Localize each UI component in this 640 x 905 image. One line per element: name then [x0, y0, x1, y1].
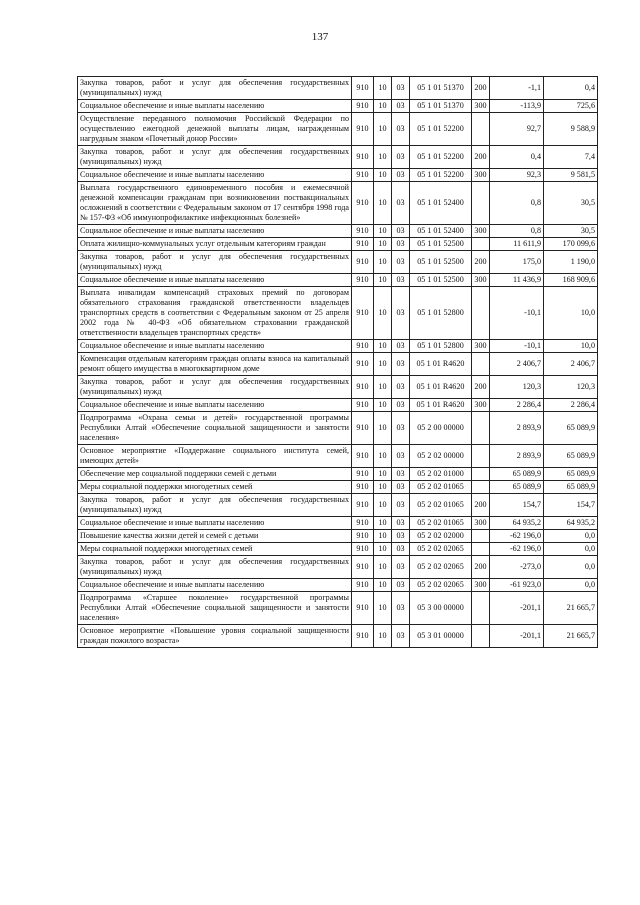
row-description: Закупка товаров, работ и услуг для обеспечения государственных (муниципальных) нужд — [78, 251, 352, 274]
row-ministry-code: 910 — [352, 592, 374, 625]
row-amount-change: -10,1 — [490, 287, 544, 340]
row-amount-change: -1,1 — [490, 77, 544, 100]
row-ministry-code: 910 — [352, 556, 374, 579]
row-description: Закупка товаров, работ и услуг для обеспечения государственных (муниципальных) нужд — [78, 376, 352, 399]
row-description: Осуществление переданного полномочия Российской Федерации по осуществлению ежегодной денежной выплаты лицам, награжденным нагрудным знаком «Почетный донор России» — [78, 113, 352, 146]
row-ministry-code: 910 — [352, 100, 374, 113]
row-amount-change: 2 893,9 — [490, 412, 544, 445]
row-expense-type: 300 — [472, 100, 490, 113]
row-description: Повышение качества жизни детей и семей с детьми — [78, 530, 352, 543]
row-section-code: 10 — [374, 543, 392, 556]
row-section-code: 10 — [374, 556, 392, 579]
row-ministry-code: 910 — [352, 579, 374, 592]
row-ministry-code: 910 — [352, 412, 374, 445]
row-subsection-code: 03 — [392, 274, 410, 287]
row-ministry-code: 910 — [352, 238, 374, 251]
row-section-code: 10 — [374, 530, 392, 543]
row-target-code: 05 2 02 02065 — [410, 579, 472, 592]
row-ministry-code: 910 — [352, 353, 374, 376]
row-description: Закупка товаров, работ и услуг для обеспечения государственных (муниципальных) нужд — [78, 556, 352, 579]
row-description: Закупка товаров, работ и услуг для обеспечения государственных (муниципальных) нужд — [78, 494, 352, 517]
row-target-code: 05 1 01 51370 — [410, 77, 472, 100]
row-amount-total: 64 935,2 — [544, 517, 598, 530]
table-row — [78, 238, 598, 251]
row-subsection-code: 03 — [392, 579, 410, 592]
row-amount-change: -273,0 — [490, 556, 544, 579]
row-description: Подпрограмма «Старшее поколение» государственной программы Республики Алтай «Обеспечение социальной защищенности и занятости населения» — [78, 592, 352, 625]
row-ministry-code: 910 — [352, 225, 374, 238]
row-expense-type — [472, 287, 490, 340]
row-description: Социальное обеспечение и иные выплаты населению — [78, 579, 352, 592]
row-description: Компенсация отдельным категориям граждан оплаты взноса на капитальный ремонт общего имущества в многоквартирном доме — [78, 353, 352, 376]
row-section-code: 10 — [374, 225, 392, 238]
row-section-code: 10 — [374, 182, 392, 225]
row-section-code: 10 — [374, 274, 392, 287]
row-target-code: 05 1 01 52400 — [410, 182, 472, 225]
row-expense-type: 200 — [472, 77, 490, 100]
row-subsection-code: 03 — [392, 376, 410, 399]
row-subsection-code: 03 — [392, 100, 410, 113]
row-amount-total: 0,4 — [544, 77, 598, 100]
row-ministry-code: 910 — [352, 376, 374, 399]
row-expense-type: 200 — [472, 251, 490, 274]
row-amount-total: 21 665,7 — [544, 592, 598, 625]
table-row — [78, 494, 598, 517]
row-description: Выплата инвалидам компенсаций страховых премий по договорам обязательного страхования гражданской ответственности владельцев транспортных средств в соответствии с Федеральным законом от 25 апреля 2002 года № 40-ФЗ «Об обязательном страховании гражданской ответственности владельцев транспортных средств» — [78, 287, 352, 340]
row-subsection-code: 03 — [392, 399, 410, 412]
row-amount-total: 21 665,7 — [544, 625, 598, 648]
row-ministry-code: 910 — [352, 77, 374, 100]
table-row — [78, 287, 598, 340]
row-ministry-code: 910 — [352, 445, 374, 468]
row-section-code: 10 — [374, 340, 392, 353]
row-amount-change: -10,1 — [490, 340, 544, 353]
table-row — [78, 445, 598, 468]
row-amount-change: -201,1 — [490, 625, 544, 648]
row-description: Закупка товаров, работ и услуг для обеспечения государственных (муниципальных) нужд — [78, 146, 352, 169]
table-row — [78, 251, 598, 274]
row-subsection-code: 03 — [392, 556, 410, 579]
row-amount-total: 725,6 — [544, 100, 598, 113]
row-description: Выплата государственного единовременного пособия и ежемесячной денежной компенсации гражданам при возникновении поствакцинальных осложнений в соответствии с Федеральным законом от 17 сентября 1998 года № 157-ФЗ «Об иммунопрофилактике инфекционных болезней» — [78, 182, 352, 225]
table-row — [78, 543, 598, 556]
row-expense-type — [472, 445, 490, 468]
row-section-code: 10 — [374, 517, 392, 530]
row-section-code: 10 — [374, 494, 392, 517]
row-expense-type: 300 — [472, 340, 490, 353]
row-ministry-code: 910 — [352, 494, 374, 517]
row-section-code: 10 — [374, 251, 392, 274]
row-section-code: 10 — [374, 146, 392, 169]
row-amount-total: 0,0 — [544, 556, 598, 579]
row-subsection-code: 03 — [392, 146, 410, 169]
page-number: 137 — [311, 31, 329, 43]
row-description: Социальное обеспечение и иные выплаты населению — [78, 399, 352, 412]
row-section-code: 10 — [374, 468, 392, 481]
row-target-code: 05 2 02 01065 — [410, 481, 472, 494]
row-description: Основное мероприятие «Поддержание социального института семей, имеющих детей» — [78, 445, 352, 468]
row-subsection-code: 03 — [392, 517, 410, 530]
row-target-code: 05 2 02 02065 — [410, 556, 472, 579]
table-row — [78, 579, 598, 592]
row-subsection-code: 03 — [392, 468, 410, 481]
row-ministry-code: 910 — [352, 113, 374, 146]
table-row — [78, 225, 598, 238]
row-subsection-code: 03 — [392, 353, 410, 376]
row-expense-type: 300 — [472, 579, 490, 592]
row-amount-total: 65 089,9 — [544, 468, 598, 481]
row-expense-type — [472, 238, 490, 251]
row-subsection-code: 03 — [392, 238, 410, 251]
row-expense-type: 200 — [472, 146, 490, 169]
row-section-code: 10 — [374, 77, 392, 100]
row-amount-total: 2 406,7 — [544, 353, 598, 376]
row-amount-change: 92,7 — [490, 113, 544, 146]
table-row — [78, 113, 598, 146]
table-row — [78, 169, 598, 182]
row-amount-total: 0,0 — [544, 543, 598, 556]
row-amount-change: -61 923,0 — [490, 579, 544, 592]
table-row — [78, 77, 598, 100]
row-expense-type — [472, 592, 490, 625]
table-row — [78, 412, 598, 445]
row-section-code: 10 — [374, 238, 392, 251]
row-amount-total: 0,0 — [544, 579, 598, 592]
row-subsection-code: 03 — [392, 412, 410, 445]
row-expense-type — [472, 468, 490, 481]
row-amount-change: 2 893,9 — [490, 445, 544, 468]
row-amount-total: 65 089,9 — [544, 412, 598, 445]
row-description: Социальное обеспечение и иные выплаты населению — [78, 100, 352, 113]
row-amount-total: 30,5 — [544, 225, 598, 238]
row-subsection-code: 03 — [392, 592, 410, 625]
row-target-code: 05 2 02 01065 — [410, 494, 472, 517]
budget-table — [77, 76, 598, 648]
row-amount-change: 154,7 — [490, 494, 544, 517]
row-section-code: 10 — [374, 100, 392, 113]
table-row — [78, 182, 598, 225]
row-section-code: 10 — [374, 287, 392, 340]
row-ministry-code: 910 — [352, 517, 374, 530]
row-amount-change: 65 089,9 — [490, 468, 544, 481]
row-amount-total: 10,0 — [544, 287, 598, 340]
row-ministry-code: 910 — [352, 251, 374, 274]
row-target-code: 05 2 00 00000 — [410, 412, 472, 445]
table-row — [78, 556, 598, 579]
row-description: Социальное обеспечение и иные выплаты населению — [78, 274, 352, 287]
table-row — [78, 481, 598, 494]
row-ministry-code: 910 — [352, 468, 374, 481]
row-amount-change: 2 286,4 — [490, 399, 544, 412]
row-ministry-code: 910 — [352, 481, 374, 494]
row-expense-type — [472, 625, 490, 648]
row-subsection-code: 03 — [392, 287, 410, 340]
row-target-code: 05 1 01 52500 — [410, 274, 472, 287]
row-subsection-code: 03 — [392, 625, 410, 648]
row-expense-type — [472, 543, 490, 556]
row-section-code: 10 — [374, 376, 392, 399]
row-target-code: 05 1 01 52800 — [410, 340, 472, 353]
table-row — [78, 353, 598, 376]
table-row — [78, 146, 598, 169]
row-expense-type: 300 — [472, 169, 490, 182]
row-amount-change: 2 406,7 — [490, 353, 544, 376]
row-expense-type: 200 — [472, 494, 490, 517]
row-subsection-code: 03 — [392, 77, 410, 100]
row-description: Социальное обеспечение и иные выплаты населению — [78, 225, 352, 238]
row-amount-change: 0,4 — [490, 146, 544, 169]
table-row — [78, 625, 598, 648]
row-target-code: 05 2 02 00000 — [410, 445, 472, 468]
row-subsection-code: 03 — [392, 481, 410, 494]
row-target-code: 05 1 01 R4620 — [410, 353, 472, 376]
row-subsection-code: 03 — [392, 494, 410, 517]
row-amount-change: 64 935,2 — [490, 517, 544, 530]
row-amount-total: 1 190,0 — [544, 251, 598, 274]
table-row — [78, 399, 598, 412]
row-expense-type: 300 — [472, 225, 490, 238]
row-expense-type — [472, 481, 490, 494]
row-ministry-code: 910 — [352, 146, 374, 169]
row-description: Подпрограмма «Охрана семьи и детей» государственной программы Республики Алтай «Обеспечение социальной защищенности и занятости населения» — [78, 412, 352, 445]
row-description: Закупка товаров, работ и услуг для обеспечения государственных (муниципальных) нужд — [78, 77, 352, 100]
row-expense-type: 300 — [472, 517, 490, 530]
row-amount-total: 170 099,6 — [544, 238, 598, 251]
row-section-code: 10 — [374, 481, 392, 494]
table-row — [78, 530, 598, 543]
row-ministry-code: 910 — [352, 182, 374, 225]
row-section-code: 10 — [374, 113, 392, 146]
row-subsection-code: 03 — [392, 225, 410, 238]
row-amount-total: 120,3 — [544, 376, 598, 399]
row-subsection-code: 03 — [392, 182, 410, 225]
table-row — [78, 100, 598, 113]
row-description: Социальное обеспечение и иные выплаты населению — [78, 340, 352, 353]
row-target-code: 05 2 02 02065 — [410, 543, 472, 556]
row-expense-type: 300 — [472, 399, 490, 412]
table-row — [78, 340, 598, 353]
row-section-code: 10 — [374, 399, 392, 412]
row-target-code: 05 1 01 52500 — [410, 251, 472, 274]
row-section-code: 10 — [374, 412, 392, 445]
row-amount-change: 92,3 — [490, 169, 544, 182]
row-section-code: 10 — [374, 625, 392, 648]
row-expense-type — [472, 353, 490, 376]
row-target-code: 05 1 01 51370 — [410, 100, 472, 113]
row-subsection-code: 03 — [392, 543, 410, 556]
row-description: Социальное обеспечение и иные выплаты населению — [78, 517, 352, 530]
row-amount-change: 120,3 — [490, 376, 544, 399]
row-description: Основное мероприятие «Повышение уровня социальной защищенности граждан пожилого возраста» — [78, 625, 352, 648]
row-expense-type — [472, 412, 490, 445]
row-target-code: 05 1 01 52200 — [410, 113, 472, 146]
row-section-code: 10 — [374, 169, 392, 182]
row-amount-change: 65 089,9 — [490, 481, 544, 494]
row-target-code: 05 1 01 R4620 — [410, 376, 472, 399]
row-section-code: 10 — [374, 445, 392, 468]
row-subsection-code: 03 — [392, 445, 410, 468]
row-ministry-code: 910 — [352, 274, 374, 287]
row-subsection-code: 03 — [392, 251, 410, 274]
row-subsection-code: 03 — [392, 113, 410, 146]
row-description: Обеспечение мер социальной поддержки семей с детьми — [78, 468, 352, 481]
row-amount-change: 175,0 — [490, 251, 544, 274]
row-amount-total: 9 581,5 — [544, 169, 598, 182]
row-expense-type: 300 — [472, 274, 490, 287]
row-amount-change: 0,8 — [490, 182, 544, 225]
row-target-code: 05 2 02 01000 — [410, 468, 472, 481]
row-target-code: 05 1 01 52500 — [410, 238, 472, 251]
row-ministry-code: 910 — [352, 530, 374, 543]
row-amount-total: 9 588,9 — [544, 113, 598, 146]
row-description: Социальное обеспечение и иные выплаты населению — [78, 169, 352, 182]
row-ministry-code: 910 — [352, 287, 374, 340]
row-amount-total: 65 089,9 — [544, 445, 598, 468]
row-amount-total: 0,0 — [544, 530, 598, 543]
table-row — [78, 468, 598, 481]
row-amount-change: 11 436,9 — [490, 274, 544, 287]
table-row — [78, 274, 598, 287]
row-ministry-code: 910 — [352, 169, 374, 182]
table-row — [78, 376, 598, 399]
row-expense-type: 200 — [472, 556, 490, 579]
row-description: Меры социальной поддержки многодетных семей — [78, 543, 352, 556]
row-target-code: 05 1 01 52200 — [410, 146, 472, 169]
row-subsection-code: 03 — [392, 530, 410, 543]
row-section-code: 10 — [374, 579, 392, 592]
row-target-code: 05 1 01 52200 — [410, 169, 472, 182]
row-section-code: 10 — [374, 353, 392, 376]
row-expense-type: 200 — [472, 376, 490, 399]
row-description: Меры социальной поддержки многодетных семей — [78, 481, 352, 494]
budget-table-body — [78, 77, 598, 648]
row-target-code: 05 3 01 00000 — [410, 625, 472, 648]
row-amount-total: 7,4 — [544, 146, 598, 169]
row-target-code: 05 2 02 02000 — [410, 530, 472, 543]
row-ministry-code: 910 — [352, 399, 374, 412]
row-amount-total: 168 909,6 — [544, 274, 598, 287]
row-amount-total: 30,5 — [544, 182, 598, 225]
row-subsection-code: 03 — [392, 169, 410, 182]
row-amount-total: 10,0 — [544, 340, 598, 353]
row-target-code: 05 2 02 01065 — [410, 517, 472, 530]
row-expense-type — [472, 182, 490, 225]
row-ministry-code: 910 — [352, 543, 374, 556]
table-row — [78, 592, 598, 625]
row-target-code: 05 3 00 00000 — [410, 592, 472, 625]
row-amount-total: 65 089,9 — [544, 481, 598, 494]
row-target-code: 05 1 01 52800 — [410, 287, 472, 340]
table-row — [78, 517, 598, 530]
row-description: Оплата жилищно-коммунальных услуг отдельным категориям граждан — [78, 238, 352, 251]
row-amount-total: 154,7 — [544, 494, 598, 517]
row-amount-change: -62 196,0 — [490, 543, 544, 556]
row-ministry-code: 910 — [352, 625, 374, 648]
row-section-code: 10 — [374, 592, 392, 625]
row-expense-type — [472, 113, 490, 146]
row-target-code: 05 1 01 R4620 — [410, 399, 472, 412]
row-amount-change: 0,8 — [490, 225, 544, 238]
row-expense-type — [472, 530, 490, 543]
row-amount-change: 11 611,9 — [490, 238, 544, 251]
row-subsection-code: 03 — [392, 340, 410, 353]
row-amount-change: -113,9 — [490, 100, 544, 113]
row-amount-change: -62 196,0 — [490, 530, 544, 543]
row-ministry-code: 910 — [352, 340, 374, 353]
row-amount-total: 2 286,4 — [544, 399, 598, 412]
row-amount-change: -201,1 — [490, 592, 544, 625]
row-target-code: 05 1 01 52400 — [410, 225, 472, 238]
